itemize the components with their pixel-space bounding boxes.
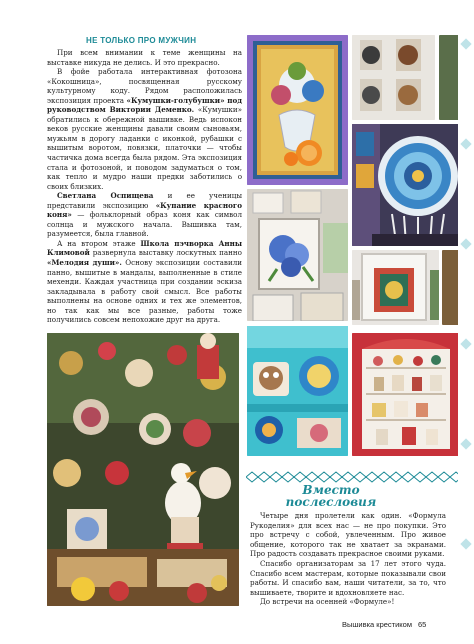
side-decor-stripe xyxy=(458,0,474,640)
afterword-paragraph: Четыре дня пролетели как один. «Формула Рукоделия» для всех нас — не про покупки. Это про встречу с собой, увлеченным. Про живое общение, которого так не хватает за экранами. Про радость создавать прекрасное своими руками. xyxy=(250,511,446,559)
article-text: Основу экспозиции составили панно, вышитые в мандалы, выполненные в стиле мехенди. Каждая участница при создании эскиза закладывала в работу свой смысл. Все работы выполнены на основе одних и тех же элементов, но так как мы все разные, работы тоже получились совсем непохожие друг на друга. xyxy=(47,258,243,325)
photo-turquoise-shelf xyxy=(247,326,348,456)
afterword-title-line: Вместо xyxy=(302,483,360,497)
article-text: и ее ученицы представили экспозицию xyxy=(47,191,243,210)
article-text: В фойе работала интерактивная фотозона «Кокошница», посвященная русскому культурному коду. Рядом расположилась экспозиция проекта xyxy=(47,67,242,105)
school-name: Школа пэчворка Анны Климовой xyxy=(47,238,243,258)
afterword-title xyxy=(246,484,416,508)
project-name: «Кумушки-голубушки» под руководством Виктории Деменко. xyxy=(47,95,242,115)
photo-wall-edge xyxy=(439,35,459,120)
photo-carved-frame xyxy=(352,250,439,325)
article-column xyxy=(47,48,242,325)
article-paragraph xyxy=(47,191,242,239)
photo-red-cabinet xyxy=(352,333,460,456)
article-paragraph xyxy=(47,67,242,191)
article-text: развернула выставку лоскутных панно xyxy=(89,248,242,258)
exposition-name: «Купание красного коня» xyxy=(47,200,243,220)
afterword-title-line: послесловия xyxy=(285,495,377,509)
article-paragraph xyxy=(47,48,242,67)
author-name: Светлана Оспищева xyxy=(57,191,154,201)
section-heading: НЕ ТОЛЬКО ПРО МУЖЧИН xyxy=(86,36,197,45)
article-text: При всем внимании к теме женщины на выставке никуда не делись. И это прекрасно. xyxy=(47,48,242,67)
exhibition-name: «Мелодия души». xyxy=(47,258,122,268)
photo-christmas-decor xyxy=(47,333,239,606)
article-paragraph xyxy=(47,239,242,325)
afterword-paragraph: Спасибо организаторам за 17 лет этого чуда. Спасибо всем мастерам, которые показывали свои работы. И спасибо вам, наши читатели, за то, что вышиваете, творите и вдохновляете нас. xyxy=(250,558,446,597)
photo-wall-edge xyxy=(442,250,459,325)
photo-framed-flowers xyxy=(247,189,348,321)
magazine-name: Вышивка крестиком xyxy=(342,620,412,629)
ornament-divider xyxy=(246,468,474,480)
article-text: «Кумушки» обратились к обережной вышивке. Ведь испокон веков русские женщины давали своим сыновьям, мужьям в дорогу ладанки с иконкой, рубашки с вышитым воротом, повязки, платочки — чтобы частичка дома всегда была рядом. Эта экспозиция стала и фотозоной, и поводом задуматься о том, как тепло и мудро наши предки заботились о своих близких. xyxy=(47,105,242,191)
afterword-paragraph: До встречи на осенней «Формуле»! xyxy=(260,597,395,607)
page-number: 65 xyxy=(417,620,427,629)
article-text: — фольклорный образ коня как символ солнца и мужского начала. Вышивка там, разумеется, была главной. xyxy=(47,210,242,239)
page-footer xyxy=(342,620,426,629)
article-text: А на втором этаже xyxy=(57,238,141,248)
photo-mandala-dreamcatcher xyxy=(352,124,460,246)
photo-embroidered-vase xyxy=(247,35,348,185)
photo-hoop-panels xyxy=(352,35,435,120)
afterword-text xyxy=(250,511,446,607)
